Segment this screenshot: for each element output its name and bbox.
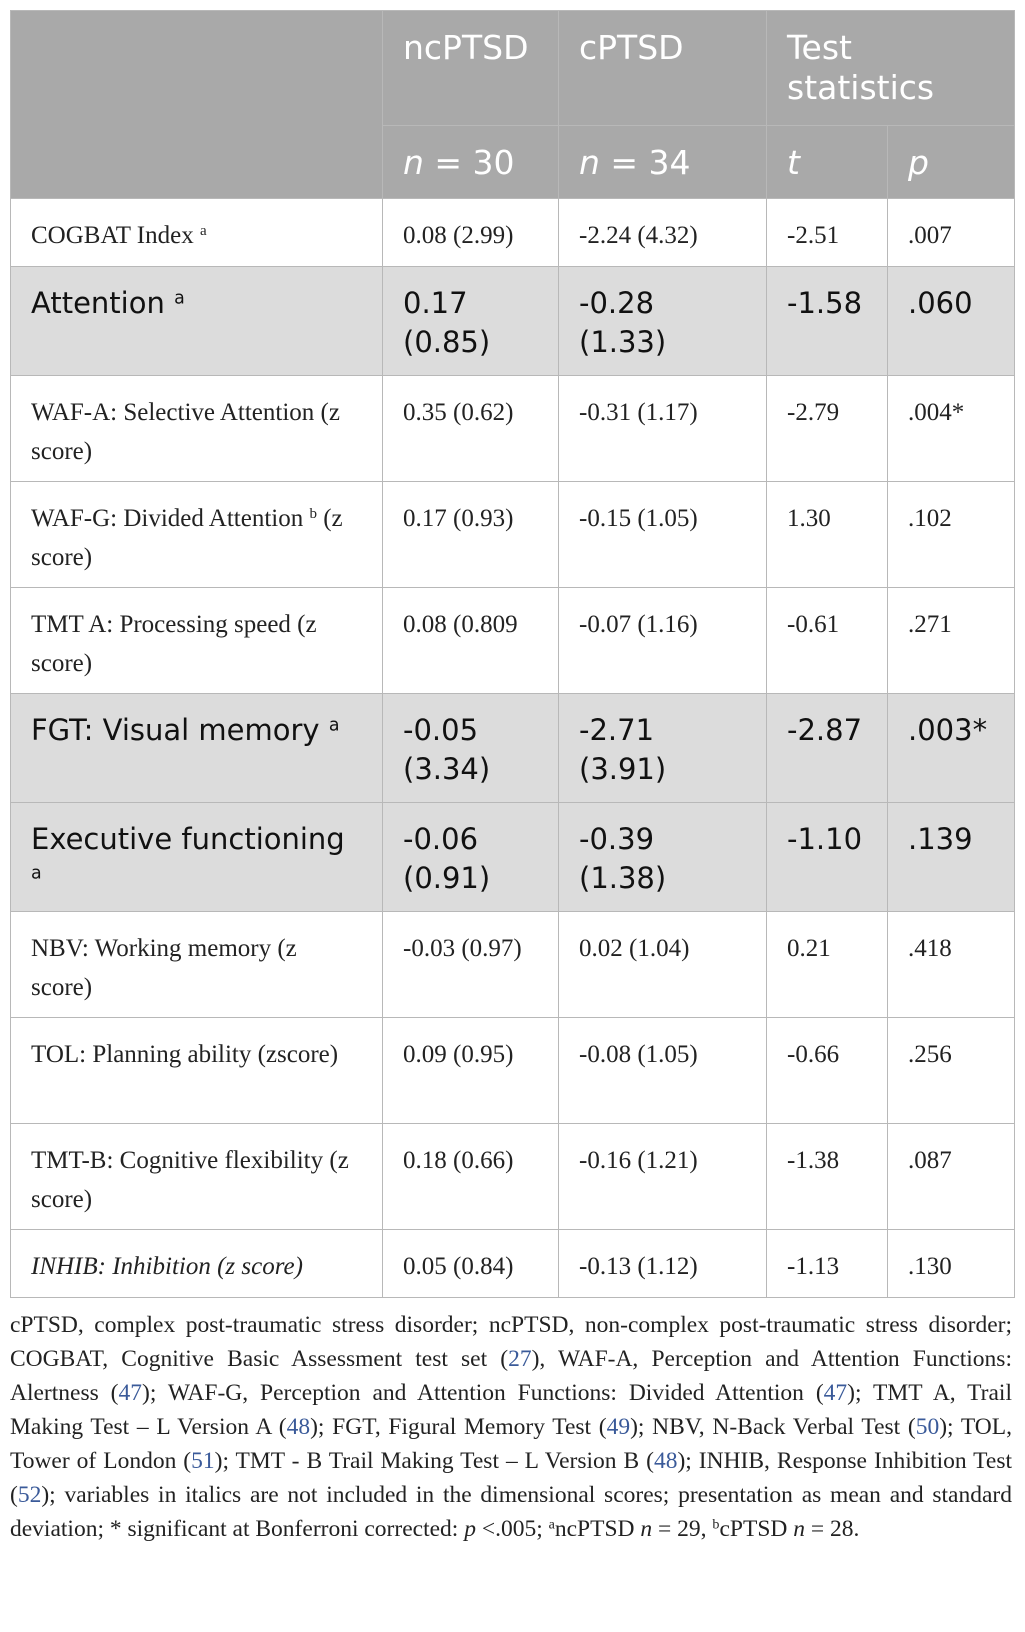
table-row: [11, 588, 1015, 694]
cell-cptsd: -2.71 (3.91): [559, 694, 767, 803]
cell-p: .418: [888, 912, 1015, 1018]
cell-t: -0.61: [767, 588, 888, 694]
header-cptsd: cPTSD: [559, 11, 767, 126]
cell-p: .004*: [888, 376, 1015, 482]
row-label: TMT A: Processing speed (z score): [11, 588, 383, 694]
ref-link[interactable]: 48: [286, 1414, 311, 1440]
cell-ncptsd: 0.08 (2.99): [383, 199, 559, 267]
table-row: [11, 1230, 1015, 1298]
row-label: Attention $^a$: [11, 267, 383, 376]
ref-link[interactable]: 49: [606, 1414, 631, 1440]
cell-ncptsd: 0.08 (0.809: [383, 588, 559, 694]
table-footnote: cPTSD, complex post-traumatic stress disorder; ncPTSD, non-complex post-traumatic stress disorder; COGBAT, Cognitive Basic Assessment test set (27), WAF-A, Perception and Attention Functions: Alertness (47); WAF-G, Perception and Attention Functions: Divided Attention (47); TMT A, Trail Making Test – L Version A (48); FGT, Figural Memory Test (49); NBV, N-Back Verbal Test (50); TOL, Tower of London (51); TMT - B Trail Making Test – L Version B (48); INHIB, Response Inhibition Test (52); variables in italics are not included in the dimensional scores; presentation as mean and standard deviation; * significant at Bonferroni corrected: p <.005; $^a$ncPTSD n = 29, $^b$cPTSD n = 28.: [10, 1312, 1012, 1542]
cell-p: .102: [888, 482, 1015, 588]
ref-link[interactable]: 47: [118, 1380, 142, 1406]
ref-link[interactable]: 51: [191, 1448, 215, 1474]
cell-t: -0.66: [767, 1018, 888, 1124]
cell-cptsd: -0.15 (1.05): [559, 482, 767, 588]
row-label: Executive functioning $^a$: [11, 803, 383, 912]
cell-cptsd: -2.24 (4.32): [559, 199, 767, 267]
cell-cptsd: -0.07 (1.16): [559, 588, 767, 694]
cell-cptsd: -0.28 (1.33): [559, 267, 767, 376]
cell-t: -1.38: [767, 1124, 888, 1230]
cell-cptsd: -0.08 (1.05): [559, 1018, 767, 1124]
row-label: FGT: Visual memory $^a$: [11, 694, 383, 803]
cell-t: -1.10: [767, 803, 888, 912]
header-p: p: [888, 126, 1015, 199]
cell-p: .007: [888, 199, 1015, 267]
table-row: [11, 199, 1015, 267]
row-label: WAF-A: Selective Attention (z score): [11, 376, 383, 482]
ref-link[interactable]: 50: [915, 1414, 940, 1440]
header-n-ncptsd: n = 30: [383, 126, 559, 199]
cell-ncptsd: 0.18 (0.66): [383, 1124, 559, 1230]
header-n-cptsd: n = 34: [559, 126, 767, 199]
cell-p: .130: [888, 1230, 1015, 1298]
table-row-dimension: [11, 694, 1015, 803]
row-label: NBV: Working memory (z score): [11, 912, 383, 1018]
ref-link[interactable]: 27: [508, 1346, 532, 1372]
ref-link[interactable]: 52: [17, 1482, 42, 1508]
results-table-figure: [10, 10, 1014, 1546]
cell-cptsd: -0.39 (1.38): [559, 803, 767, 912]
cell-p: .003*: [888, 694, 1015, 803]
cell-t: -1.58: [767, 267, 888, 376]
cell-ncptsd: 0.05 (0.84): [383, 1230, 559, 1298]
row-label: COGBAT Index $^a$: [11, 199, 383, 267]
cell-t: -2.79: [767, 376, 888, 482]
cell-ncptsd: 0.17 (0.93): [383, 482, 559, 588]
cell-cptsd: -0.13 (1.12): [559, 1230, 767, 1298]
ref-link[interactable]: 47: [823, 1380, 848, 1406]
cell-ncptsd: -0.03 (0.97): [383, 912, 559, 1018]
table-row-dimension: [11, 267, 1015, 376]
cell-p: .271: [888, 588, 1015, 694]
row-label: TMT-B: Cognitive flexibility (z score): [11, 1124, 383, 1230]
cell-ncptsd: -0.06 (0.91): [383, 803, 559, 912]
cell-p: .256: [888, 1018, 1015, 1124]
header-test-statistics: Test statistics: [767, 11, 1015, 126]
ref-link[interactable]: 48: [653, 1448, 678, 1474]
cell-p: .060: [888, 267, 1015, 376]
cell-t: -2.51: [767, 199, 888, 267]
cell-t: -2.87: [767, 694, 888, 803]
cell-p: .139: [888, 803, 1015, 912]
cell-t: 1.30: [767, 482, 888, 588]
header-blank-cell: [11, 11, 383, 199]
table-row-dimension: [11, 803, 1015, 912]
header-ncptsd: ncPTSD: [383, 11, 559, 126]
cell-t: 0.21: [767, 912, 888, 1018]
cell-ncptsd: -0.05 (3.34): [383, 694, 559, 803]
cell-ncptsd: 0.17 (0.85): [383, 267, 559, 376]
cell-cptsd: -0.31 (1.17): [559, 376, 767, 482]
cell-t: -1.13: [767, 1230, 888, 1298]
cell-cptsd: 0.02 (1.04): [559, 912, 767, 1018]
row-label: TOL: Planning ability (zscore): [11, 1018, 383, 1124]
row-label: INHIB: Inhibition (z score): [11, 1230, 383, 1298]
cell-p: .087: [888, 1124, 1015, 1230]
table-row: [11, 1018, 1015, 1124]
table-row: [11, 482, 1015, 588]
table-row: [11, 912, 1015, 1018]
row-label: WAF-G: Divided Attention $^b$ (z score): [11, 482, 383, 588]
cell-ncptsd: 0.35 (0.62): [383, 376, 559, 482]
table-row: [11, 1124, 1015, 1230]
cell-cptsd: -0.16 (1.21): [559, 1124, 767, 1230]
table-row: [11, 376, 1015, 482]
header-t: t: [767, 126, 888, 199]
cell-ncptsd: 0.09 (0.95): [383, 1018, 559, 1124]
results-table: [10, 10, 1015, 1298]
